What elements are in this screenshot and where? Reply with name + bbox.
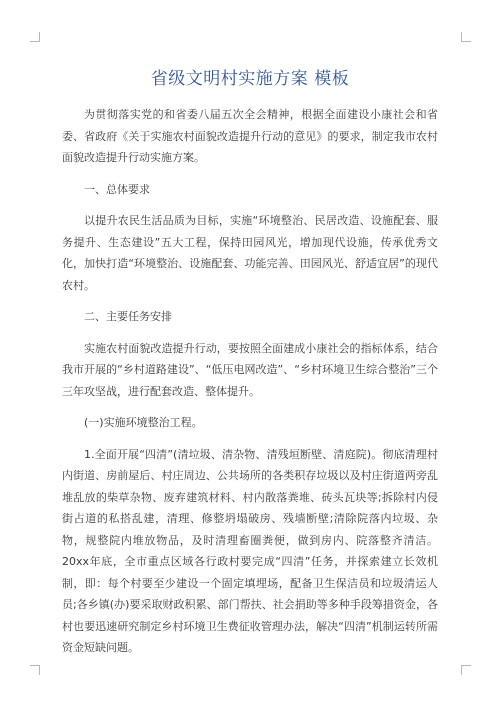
page-title: 省级文明村实施方案 模板 — [150, 69, 350, 89]
crop-mark-top-left — [30, 32, 40, 42]
section-heading-main-tasks: 二、主要任务安排 — [84, 310, 172, 323]
document-body — [62, 104, 438, 669]
general-requirements-paragraph: 以提升农民生活品质为目标，实施“环境整治、民居改造、设施配套、服务提升、生态建设”五大工程，保持田园风光，增加现代设施，传承优秀文化，加快打造“环境整治、设施配套、功能完善、田园风光、舒适宜居”的现代农村。 — [62, 214, 438, 292]
crop-mark-top-right — [461, 32, 471, 42]
intro-paragraph: 为贯彻落实党的和省委八届五次全会精神，根据全面建设小康社会和省委、省政府《关于实施农村面貌改造提升行动的意见》的要求，制定我市农村面貌改造提升行动实施方案。 — [62, 108, 438, 164]
section-heading-general-requirements: 一、总体要求 — [84, 182, 150, 196]
environment-cleanup-paragraph: 1.全面开展“四清”(清垃圾、清杂物、清残垣断壁、清庭院)。彻底清理村内街道、房前屋后、村庄周边、公共场所的各类积存垃圾以及村庄街道两旁乱堆乱放的柴草杂物、废弃建筑材料、村内散落粪堆、砖头瓦块等;拆除村内侵街占道的私搭乱建，清理、修整坍塌破房、残墙断壁;清除院落内垃圾、杂物，规整院内堆放物品，及时清理畜圈粪便，做到房内、院落整齐清洁。20xx年底，全市重点区域各行政村要完成“四清”任务，并探索建立长效机制，即：每个村要至少建设一个固定填埋场，配备卫生保洁员和垃圾清运人员;各乡镇(办)要采取财政积累、部门帮扶、社会捐助等多种手段筹措资金，各村也要迅速研究制定乡村环境卫生费征收管理办法，解决“四清”机制运转所需资金短缺问题。 — [62, 447, 438, 654]
crop-mark-bottom-right — [461, 665, 471, 675]
crop-mark-bottom-left — [30, 665, 40, 675]
subsection-heading-environment: (一)实施环境整治工程。 — [84, 416, 203, 429]
main-tasks-paragraph: 实施农村面貌改造提升行动，要按照全面建成小康社会的指标体系，结合我市开展的“乡村道路建设”、“低压电网改造”、“乡村环境卫生综合整治”三个三年攻坚战，进行配套改造、整体提升。 — [62, 341, 438, 398]
